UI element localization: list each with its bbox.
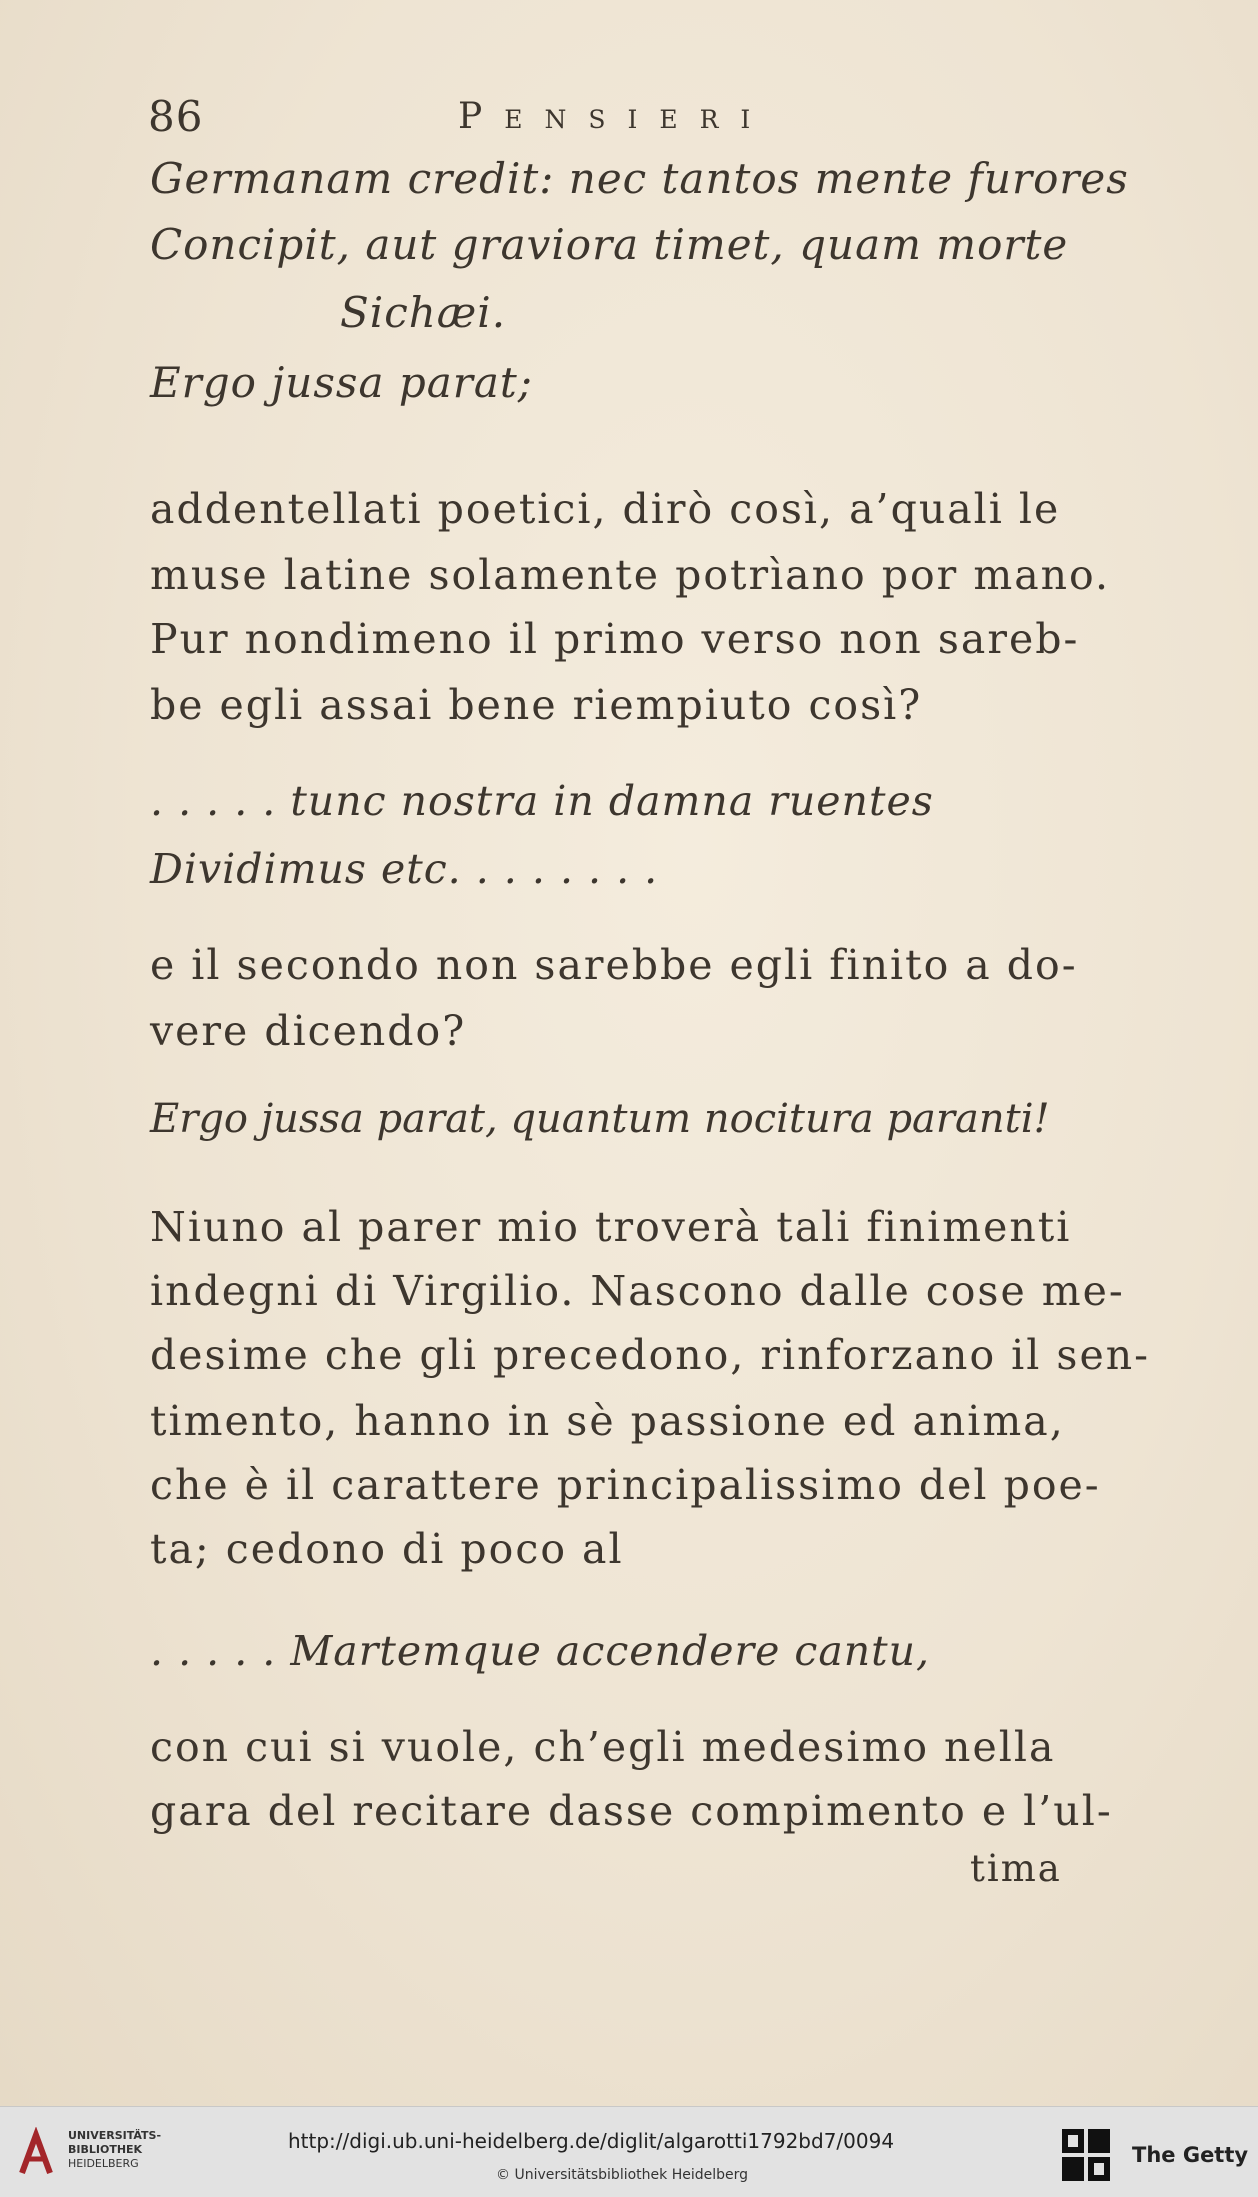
library-logo-icon xyxy=(14,2127,58,2179)
prose-line: desime che gli precedono, rinforzano il sen- xyxy=(150,1331,1150,1379)
getty-logo-icon xyxy=(1060,2127,1112,2183)
verse-line: Ergo jussa parat; xyxy=(150,358,533,407)
verse-line: Ergo jussa parat, quantum nocitura paranti! xyxy=(150,1096,1050,1142)
prose-line: con cui si vuole, ch’egli medesimo nella xyxy=(150,1723,1056,1771)
running-title: Pensieri xyxy=(458,96,773,137)
prose-line: ta; cedono di poco al xyxy=(150,1525,624,1573)
verse-line: Concipit, aut graviora timet, quam morte xyxy=(150,220,1069,269)
prose-line: addentellati poetici, dirò così, a’quali le xyxy=(150,485,1061,533)
library-name: UNIVERSITÄTS- BIBLIOTHEK HEIDELBERG xyxy=(68,2129,162,2170)
verse-line: Dividimus etc. . . . . . . . xyxy=(150,845,659,893)
prose-line: be egli assai bene riempiuto così? xyxy=(150,681,923,729)
prose-line: gara del recitare dasse compimento e l’ul- xyxy=(150,1787,1113,1835)
prose-line: Pur nondimeno il primo verso non sareb- xyxy=(150,615,1080,663)
prose-line: Niuno al parer mio troverà tali finimenti xyxy=(150,1203,1072,1251)
prose-line: vere dicendo? xyxy=(150,1007,467,1055)
prose-line: indegni di Virgilio. Nascono dalle cose me- xyxy=(150,1267,1125,1315)
verse-line: Germanam credit: nec tantos mente furores xyxy=(150,154,1129,203)
permalink-url[interactable]: http://digi.ub.uni-heidelberg.de/diglit/algarotti1792bd7/0094 xyxy=(288,2129,895,2153)
page-number: 86 xyxy=(148,92,204,141)
copyright-notice: © Universitätsbibliothek Heidelberg xyxy=(496,2167,749,2183)
verse-line: Sichæi. xyxy=(340,288,507,337)
getty-label: The Getty xyxy=(1132,2143,1249,2167)
catchword: tima xyxy=(970,1847,1062,1890)
prose-line: che è il carattere principalissimo del poe- xyxy=(150,1461,1101,1509)
prose-line: muse latine solamente potrìano por mano. xyxy=(150,551,1111,599)
verse-line: . . . . . tunc nostra in damna ruentes xyxy=(150,777,934,825)
verse-line: . . . . . Martemque accendere cantu, xyxy=(150,1627,931,1675)
page-header xyxy=(148,92,1128,152)
viewer-footer xyxy=(0,2106,1258,2197)
prose-line: e il secondo non sarebbe egli finito a do- xyxy=(150,941,1078,989)
prose-line: timento, hanno in sè passione ed anima, xyxy=(150,1397,1065,1445)
